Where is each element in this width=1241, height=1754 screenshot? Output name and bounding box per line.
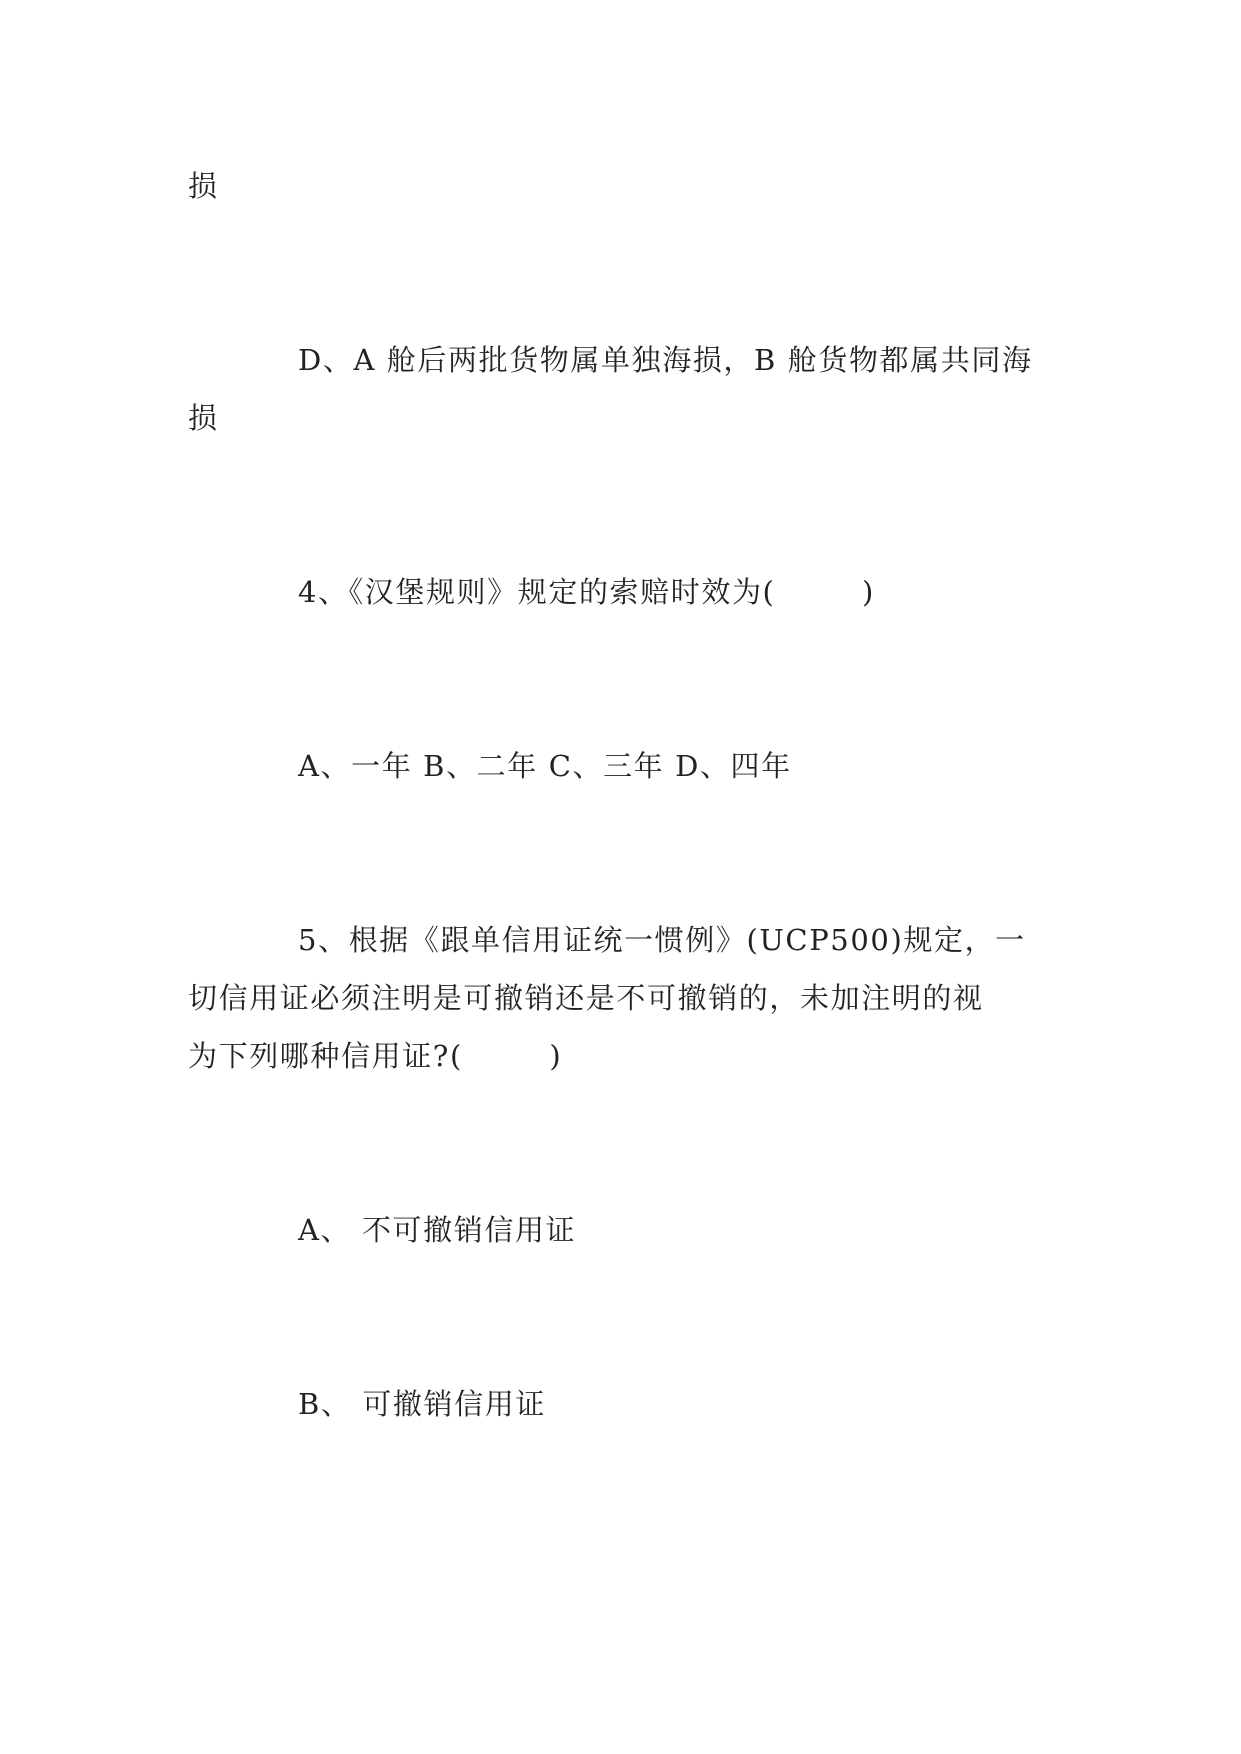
option-d-text-line-1: D、A 舱后两批货物属单独海损，B 舱货物都属共同海 — [298, 343, 1033, 377]
question-5-option-a: A、 不可撤销信用证 — [298, 1213, 577, 1247]
question-5-text-line-3: 为下列哪种信用证?( ) — [188, 1039, 563, 1073]
question-4-options: A、一年 B、二年 C、三年 D、四年 — [298, 749, 792, 783]
question-4-text: 4、《汉堡规则》规定的索赔时效为( ) — [298, 575, 875, 609]
question-5-option-b: B、 可撤销信用证 — [298, 1387, 546, 1421]
option-d-text-line-2: 损 — [188, 401, 219, 435]
question-5-text-line-1: 5、根据《跟单信用证统一惯例》(UCP500)规定，一 — [298, 923, 1026, 957]
text-line-continuation: 损 — [188, 169, 219, 203]
question-5-text-line-2: 切信用证必须注明是可撤销还是不可撤销的，未加注明的视 — [188, 981, 984, 1015]
